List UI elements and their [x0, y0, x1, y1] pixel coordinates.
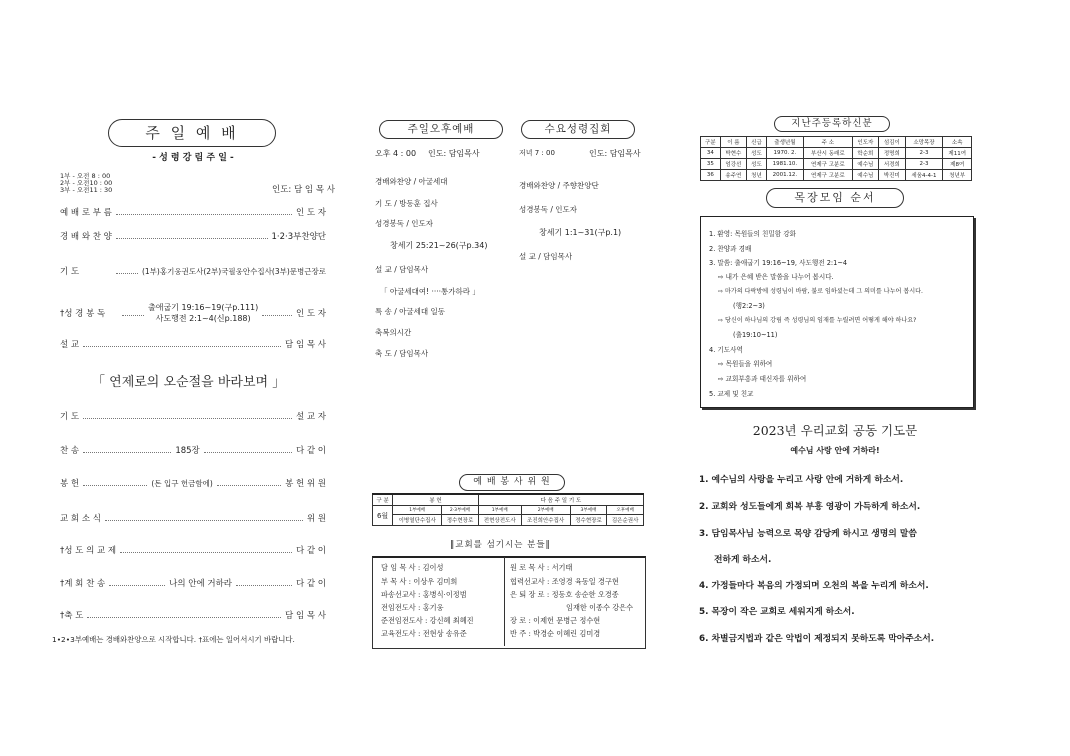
- order-label: 경 배 와 찬 양: [60, 232, 112, 242]
- order-right: 다 같 이: [295, 579, 327, 589]
- order-item: [60, 410, 326, 422]
- wednesday-time: 저녁 7 : 00: [519, 149, 555, 157]
- order-right: 다 같 이: [295, 546, 326, 556]
- committee-title: 예 배 봉 사 위 원: [459, 474, 565, 491]
- dotted-leader: [204, 452, 292, 453]
- dotted-leader: [83, 418, 292, 419]
- order-item: [60, 302, 326, 324]
- afternoon-item: 축 도 / 담임목사: [375, 349, 429, 358]
- order-item: [60, 544, 326, 556]
- wednesday-leader: 인도: 담임목사: [589, 149, 641, 158]
- service-time-2: 2부 - 오전10 : 00: [60, 179, 113, 187]
- committee-header: 봉 헌: [393, 494, 479, 506]
- newcomers-cell: 2001.12.: [766, 170, 803, 181]
- newcomers-table: [700, 136, 972, 181]
- table-row: [701, 159, 972, 170]
- cell-meeting-item: 4. 기도사역: [709, 346, 743, 354]
- newcomers-title: 지난주등록하신분: [774, 116, 890, 132]
- order-right: 봉 헌 위 원: [285, 479, 327, 489]
- service-leader: 인도: 담 임 목 사: [272, 185, 335, 195]
- dotted-leader: [109, 585, 165, 586]
- order-item: [60, 265, 326, 277]
- order-right: 인 도 자: [295, 208, 326, 218]
- order-label: 예 배 로 부 름: [60, 208, 112, 218]
- order-middle: (돈 입구 헌금함에): [151, 478, 213, 488]
- dotted-leader: [236, 585, 292, 586]
- newcomers-header: 구분: [701, 137, 721, 148]
- committee-name: 조진희안수집사: [521, 515, 570, 526]
- staff-right: 원 로 목 사 : 서기태: [510, 563, 573, 572]
- cell-meeting-item: 2. 찬양과 경배: [709, 245, 752, 253]
- cell-meeting-item: (출19:10~11): [733, 331, 778, 339]
- table-row: [701, 170, 972, 181]
- order-middle: 나의 안에 거하라: [169, 579, 233, 589]
- afternoon-item: 특 송 / 아굴세대 일동: [375, 307, 446, 316]
- table-row: [701, 148, 972, 159]
- newcomers-cell: 제11여: [943, 148, 972, 159]
- prayer-item: 1. 예수님의 사랑을 누리고 사랑 안에 거하게 하소서.: [699, 475, 904, 485]
- newcomers-cell: 2-3: [905, 159, 943, 170]
- cell-meeting-title: 목장모임 순서: [766, 188, 904, 208]
- newcomers-cell: 35: [701, 159, 721, 170]
- staff-left: 파송선교사 : 홍병식·이정범: [381, 590, 467, 599]
- order-item: [60, 609, 326, 621]
- newcomers-header: 주 소: [803, 137, 852, 148]
- order-item: [60, 577, 326, 589]
- staff-left: 담 임 목 사 : 김이성: [381, 563, 444, 572]
- newcomers-cell: 예수님: [852, 170, 878, 181]
- order-right: 위 원: [306, 514, 326, 524]
- order-label: †성 경 봉 독: [60, 309, 106, 319]
- wednesday-item: 설 교 / 담임목사: [519, 252, 573, 261]
- staff-right: 임재한 이종수 강은수: [566, 603, 634, 612]
- wednesday-item: 성경봉독 / 인도자: [519, 205, 578, 214]
- afternoon-time: 오후 4 : 00: [375, 149, 417, 158]
- staff-left: 전임전도사 : 홍기웅: [381, 603, 444, 612]
- newcomers-cell: 연제구 고분로: [803, 170, 852, 181]
- prayer-item: 5. 목장이 작은 교회로 세워지게 하소서.: [699, 607, 855, 617]
- newcomers-cell: 1981.10.: [766, 159, 803, 170]
- prayer-item: 4. 가정들마다 복음의 가정되며 오천의 복을 누리게 하소서.: [699, 581, 929, 591]
- sermon-title: 「 연제로의 오순절을 바라보며 」: [92, 375, 286, 390]
- dotted-leader: [116, 273, 138, 274]
- order-item: [60, 230, 326, 242]
- cell-meeting-item: 1. 환영: 목원들의 친밀함 강화: [709, 230, 796, 238]
- worship-subtitle: - 성 령 강 림 주 일 -: [152, 153, 234, 163]
- worship-title: 주 일 예 배: [108, 119, 276, 147]
- committee-name: 정수현장로: [570, 515, 607, 526]
- dotted-leader: [105, 520, 303, 521]
- afternoon-item: 경배와찬양 / 아굴세대: [375, 177, 448, 186]
- prayer-item: 2. 교회와 성도들에게 회복 부흥 영광이 가득하게 하소서.: [699, 502, 921, 512]
- committee-subheader: 오후예배: [607, 506, 644, 515]
- newcomers-cell: 1970. 2.: [766, 148, 803, 159]
- dotted-leader: [87, 617, 281, 618]
- committee-header: 구 분: [373, 494, 393, 506]
- newcomers-cell: 송주연: [720, 170, 746, 181]
- newcomers-cell: 부산시 동래로: [803, 148, 852, 159]
- committee-subheader: 3부예배: [570, 506, 607, 515]
- staff-right: 협력선교사 : 조영경 육동일 경구현: [510, 577, 619, 586]
- committee-header: 다 음 주 일 기 도: [478, 494, 643, 506]
- staff-title: ‖교회를 섬기시는 분들‖: [450, 540, 551, 550]
- newcomers-cell: 박현수: [720, 148, 746, 159]
- order-label: 설 교: [60, 340, 80, 350]
- dotted-leader: [83, 452, 171, 453]
- staff-divider: [504, 557, 505, 646]
- committee-name: 정수현장로: [442, 515, 479, 526]
- cell-meeting-item: 3. 말씀: 출애굽기 19:16~19, 사도행전 2:1~4: [709, 259, 848, 267]
- committee-name: 전현상전도사: [478, 515, 521, 526]
- committee-subheader: 1부예배: [393, 506, 442, 515]
- newcomers-cell: 예수님: [852, 159, 878, 170]
- newcomers-header: 신급: [747, 137, 767, 148]
- newcomers-cell: 서경희: [879, 159, 905, 170]
- prayer-subtitle: 예수님 사랑 안에 거하라!: [790, 446, 880, 455]
- newcomers-header: 이 름: [720, 137, 746, 148]
- newcomers-cell: 연제구 고분로: [803, 159, 852, 170]
- dotted-leader: [122, 315, 144, 316]
- afternoon-leader: 인도: 담임목사: [428, 149, 480, 158]
- order-label-text: 성 도 의 교 제: [64, 546, 117, 556]
- prayer-item: 6. 차별금지법과 같은 악법이 제정되지 못하도록 막아주소서.: [699, 634, 935, 644]
- order-label: 기 도: [60, 267, 80, 277]
- afternoon-item: 기 도 / 방동훈 집사: [375, 199, 438, 208]
- staff-right: 장 로 : 이제헌 문병근 정수현: [510, 616, 601, 625]
- newcomers-header: 소망목장: [905, 137, 943, 148]
- prayer-item: 3. 담임목사님 능력으로 목양 감당케 하시고 생명의 말씀: [699, 529, 917, 539]
- committee-subheader: 2·3부예배: [442, 506, 479, 515]
- wednesday-item: 경배와찬양 / 주향찬양단: [519, 181, 599, 190]
- newcomers-cell: 청년부: [943, 170, 972, 181]
- dotted-leader: [120, 552, 292, 553]
- newcomers-cell: 박진미: [879, 170, 905, 181]
- afternoon-item: 성경봉독 / 인도자: [375, 219, 434, 228]
- committee-month: 6월: [373, 506, 393, 526]
- order-label: †계 회 찬 송: [60, 579, 106, 589]
- newcomers-cell: 엄강선: [720, 159, 746, 170]
- order-right: 담 임 목 사: [285, 340, 326, 350]
- order-label-text: 성 경 봉 독: [64, 309, 106, 319]
- newcomers-cell: 정명희: [879, 148, 905, 159]
- cell-meeting-item: (행2:2~3): [733, 302, 765, 310]
- committee-table: [372, 493, 644, 526]
- newcomers-cell: 성도: [747, 148, 767, 159]
- staff-right: 반 주 : 박경순 이혜린 김미경: [510, 629, 601, 638]
- order-label-text: 계 회 찬 송: [64, 579, 106, 589]
- service-time-1: 1부 - 오전 8 : 00: [60, 172, 111, 180]
- order-label: †축 도: [60, 611, 84, 621]
- dotted-leader: [116, 238, 268, 239]
- order-middle: 출애굽기 19:16~19(구p.111) 사도행전 2:1~4(신p.188): [148, 303, 259, 323]
- dotted-leader: [83, 346, 281, 347]
- footnote: 1•2•3부예배는 경배와찬양으로 시작합니다. †표에는 일어서시기 바랍니다.: [52, 635, 295, 644]
- newcomers-cell: 청년: [747, 170, 767, 181]
- afternoon-item: 「 아굴세대여! ····통가하라 」: [380, 287, 480, 296]
- afternoon-item: 설 교 / 담임목사: [375, 265, 429, 274]
- dotted-leader: [83, 485, 147, 486]
- committee-name: 김은순권사: [607, 515, 644, 526]
- afternoon-item: 축복의시간: [375, 328, 412, 337]
- order-label: †성 도 의 교 제: [60, 546, 117, 556]
- cell-meeting-item: ⇨ 목원들을 위하여: [718, 360, 773, 368]
- dotted-leader: [262, 315, 292, 316]
- order-label: 찬 송: [60, 446, 80, 456]
- afternoon-item: 창세기 25:21~26(구p.34): [390, 241, 488, 250]
- staff-left: 준전임전도사 : 강신혜 최혜진: [381, 616, 474, 625]
- order-item: [60, 512, 326, 524]
- service-time-3: 3부 - 오전11 : 30: [60, 186, 113, 194]
- committee-name: 이병열단수집사: [393, 515, 442, 526]
- wednesday-title: 수요성령집회: [521, 120, 635, 139]
- order-item: [60, 444, 326, 456]
- order-middle: (1부)홍기웅권도사(2부)국필웅안수집사(3부)문병근장로: [141, 266, 326, 276]
- committee-subheader: 2부예배: [521, 506, 570, 515]
- dotted-leader: [116, 214, 292, 215]
- newcomers-cell: 2-3: [905, 148, 943, 159]
- committee-subheader: 1부예배: [478, 506, 521, 515]
- newcomers-header: 소속: [943, 137, 972, 148]
- order-label: 기 도: [60, 412, 80, 422]
- order-right: 1·2·3부찬양단: [271, 232, 326, 242]
- order-right: 설 교 자: [295, 412, 326, 422]
- prayer-title: 2023년 우리교회 공동 기도문: [752, 423, 918, 438]
- cell-meeting-item: ⇨ 당신이 하나님의 강림 즉 성령님의 임재를 누릴려면 어떻게 해야 하나요?: [718, 317, 917, 324]
- cell-meeting-item: 5. 교제 및 친교: [709, 390, 754, 398]
- order-label-text: 축 도: [64, 611, 84, 621]
- dotted-leader: [217, 485, 281, 486]
- newcomers-cell: 학순희: [852, 148, 878, 159]
- cell-meeting-item: ⇨ 내가 은혜 받은 말씀을 나누어 봅시다.: [718, 273, 834, 281]
- newcomers-cell: 세움4-4-1: [905, 170, 943, 181]
- newcomers-cell: 성도: [747, 159, 767, 170]
- newcomers-cell: 34: [701, 148, 721, 159]
- newcomers-header: 출생년월: [766, 137, 803, 148]
- order-item: [60, 338, 326, 350]
- prayer-item: 전하게 하소서.: [714, 555, 772, 565]
- afternoon-title: 주일오후예배: [379, 120, 503, 139]
- wednesday-item: 창세기 1:1~31(구p.1): [539, 228, 622, 237]
- order-right: 인 도 자: [295, 309, 326, 319]
- staff-left: 교육전도사 : 전현상 송유준: [381, 629, 467, 638]
- staff-left: 부 목 사 : 이상우 김미희: [381, 577, 458, 586]
- newcomers-cell: 제8여: [943, 159, 972, 170]
- order-item: [60, 477, 326, 489]
- order-label: 봉 헌: [60, 479, 80, 489]
- order-right: 다 같 이: [295, 446, 327, 456]
- cell-meeting-item: ⇨ 교회부흥과 태신자를 위하여: [718, 375, 807, 383]
- order-item: [60, 206, 326, 218]
- newcomers-header: 인도자: [852, 137, 878, 148]
- order-middle: 185장: [175, 446, 200, 456]
- cell-meeting-item: ⇨ 마가의 다락방에 성령님이 바람, 불로 임하셨는데 그 의미를 나누어 봅시다.: [718, 288, 923, 295]
- order-label: 교 회 소 식: [60, 514, 101, 524]
- newcomers-header: 섬김이: [879, 137, 905, 148]
- order-right: 담 임 목 사: [285, 611, 326, 621]
- newcomers-cell: 36: [701, 170, 721, 181]
- staff-right: 은 퇴 장 로 : 정동호 송순한 오경종: [510, 590, 619, 599]
